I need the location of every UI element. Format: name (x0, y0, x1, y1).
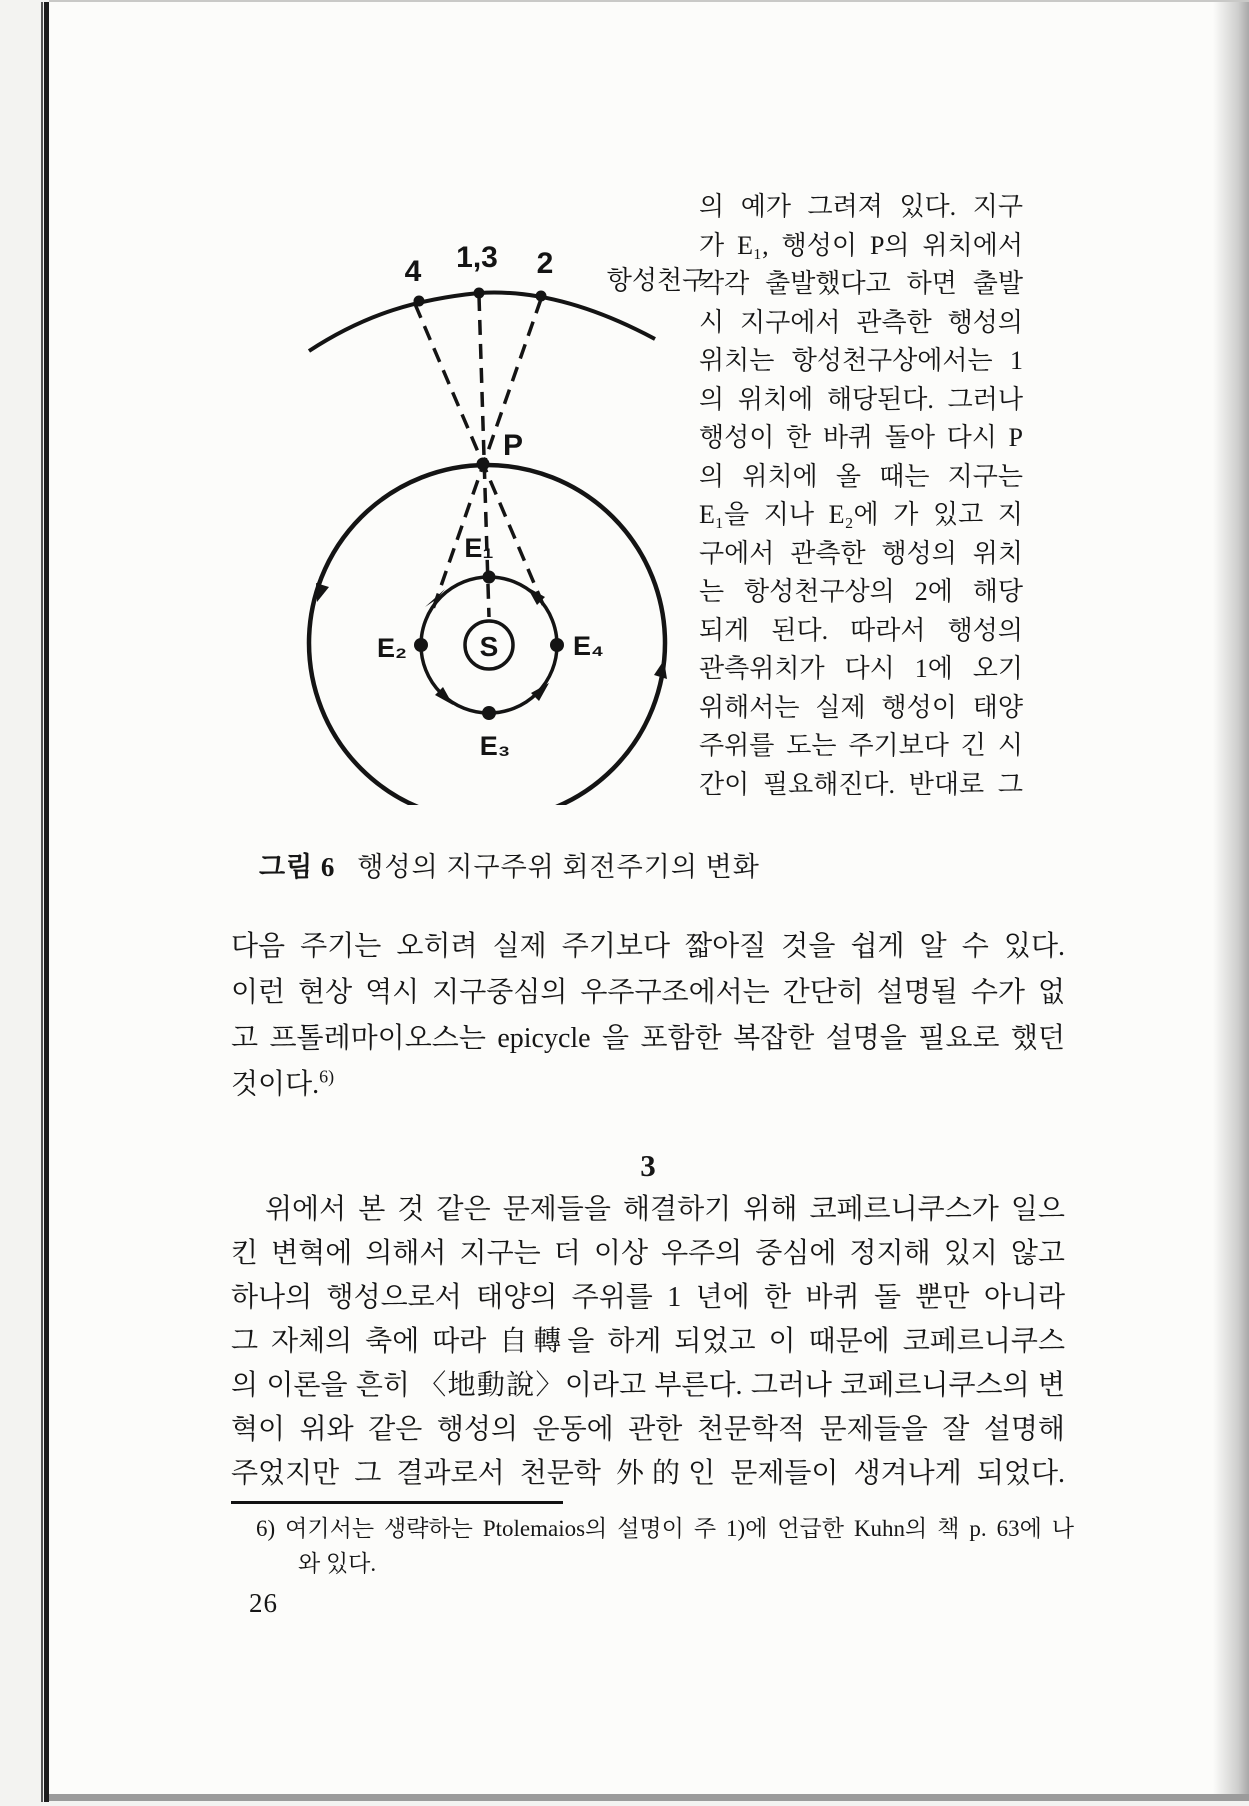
text-line: 위에서 본 것 같은 문제들을 해결하기 위해 코페르니쿠스가 일으 (265, 1194, 1065, 1225)
last-line-text: 것이다. (231, 1069, 320, 1100)
fixed-star-sphere-arc (309, 292, 655, 351)
text-line: 시 지구에서 관측한 행성의 (699, 307, 1023, 337)
text-line: 되게 된다. 따라서 행성의 (699, 615, 1023, 645)
text-line: 구에서 관측한 행성의 위치 (699, 538, 1023, 568)
text-line: 주었지만 그 결과로서 천문학 外的인 문제들이 생겨나게 되었다. (231, 1458, 1065, 1489)
text-line: 행성이 한 바퀴 돌아 다시 P (699, 423, 1023, 452)
figure-caption-label: 그림 6 (259, 852, 336, 882)
label-point-2: 2 (536, 247, 554, 280)
label-E3: E₃ (479, 731, 511, 761)
footnote-line-2: 와 있다. (298, 1551, 377, 1576)
section-paragraph (231, 1188, 1065, 1496)
footnote-marker: 6) (256, 1516, 276, 1541)
text-line: 위해서는 실제 행성이 태양 (699, 692, 1023, 722)
text-line: 다음 주기는 오히려 실제 주기보다 짧아질 것을 쉽게 알 수 있다. (231, 931, 1065, 962)
text-line: 간이 필요해진다. 반대로 그 (699, 769, 1023, 799)
earth-point-E1 (483, 571, 496, 584)
planet-orbit-arrow-left (316, 583, 329, 602)
text-line: 는 항성천구상의 2에 해당 (699, 577, 1023, 606)
label-E4: E₄ (573, 631, 604, 661)
text-line: 킨 변혁에 의해서 지구는 더 이상 우주의 중심에 정지해 있지 않고 (231, 1238, 1065, 1269)
right-column (699, 188, 1023, 804)
footnote-text: 여기서는 생략하는 Ptolemaios의 설명이 주 1)에 언급한 Kuhn의 책 p. 63에 나 (285, 1516, 1074, 1541)
text-line: 의 예가 그려져 있다. 지구 (699, 192, 1023, 221)
text-line: 이런 현상 역시 지구중심의 우주구조에서는 간단히 설명될 수가 없 (231, 977, 1065, 1008)
figure-caption (259, 845, 899, 884)
book-spine-edge (41, 2, 49, 1802)
text-line: 고 프톨레마이오스는 epicycle 을 포함한 복잡한 설명을 필요로 했던 (231, 1023, 1065, 1054)
text-line: 하나의 행성으로서 태양의 주위를 1 년에 한 바퀴 돌 뿐만 아니라 (231, 1282, 1065, 1313)
earth-point-E4 (550, 638, 564, 652)
text-line: 그 자체의 축에 따라 自轉을 하게 되었고 이 때문에 코페르니쿠스 (231, 1326, 1065, 1357)
footnote-line-1 (256, 1511, 1074, 1546)
label-E2: E₂ (376, 633, 407, 663)
text-line: 가 E₁, 행성이 P의 위치에서 (699, 230, 1023, 260)
footnote-rule (231, 1501, 563, 1504)
page-curl-shadow (1213, 2, 1249, 1801)
text-line-last (231, 1062, 1065, 1108)
earth-point-E2 (414, 638, 428, 652)
footnote-reference: 6) (319, 1066, 335, 1087)
fixed-star-sphere-label: 항성천구 (606, 266, 708, 295)
text-line: 의 이론을 흔히 〈地動說〉이라고 부른다. 그러나 코페르니쿠스의 변 (231, 1370, 1065, 1401)
text-line: 의 위치에 올 때는 지구는 (699, 461, 1023, 491)
sun-label: S (479, 631, 499, 662)
footnote (256, 1511, 1074, 1581)
earth-point-E3 (482, 706, 496, 720)
page-number: 26 (249, 1588, 278, 1618)
text-line: E₁을 지나 E₂에 가 있고 지 (699, 500, 1023, 529)
figure-caption-text: 행성의 지구주위 회전주기의 변화 (357, 852, 760, 882)
text-line: 위치는 항성천구상에서는 1 (699, 346, 1023, 375)
label-point-4: 4 (404, 255, 422, 288)
sight-line-13-P-E1 (479, 296, 489, 617)
body-text-lines (231, 924, 1065, 1062)
section-heading: 3 (640, 1148, 656, 1183)
label-point-13: 1,3 (456, 241, 498, 274)
label-P: P (503, 429, 524, 462)
page-surface (49, 0, 1249, 1801)
planet-point-P (477, 458, 490, 471)
figure-diagram (227, 205, 727, 805)
body-text-block (231, 924, 1065, 1108)
text-line: 주위를 도는 주기보다 긴 시 (699, 731, 1023, 760)
scan-bottom-edge (49, 1794, 1249, 1801)
text-line: 의 위치에 해당된다. 그러나 (699, 384, 1023, 414)
text-line: 관측위치가 다시 1에 오기 (699, 654, 1023, 683)
text-line: 각각 출발했다고 하면 출발 (699, 269, 1023, 298)
label-E1: E₁ (464, 533, 494, 563)
text-line: 혁이 위와 같은 행성의 운동에 관한 천문학적 문제들을 잘 설명해 (231, 1414, 1065, 1445)
